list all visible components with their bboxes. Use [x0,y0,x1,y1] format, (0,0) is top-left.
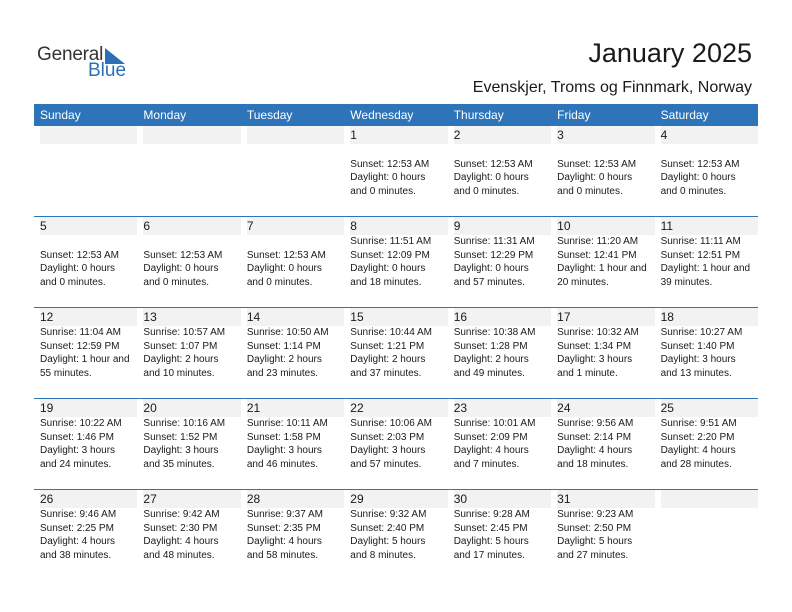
day-info-line: Daylight: 0 hours [40,263,116,274]
logo-general-text: General [37,44,104,65]
day-info [557,235,654,289]
day-info [454,508,551,562]
day-info-line: Daylight: 0 hours [453,172,529,183]
weekday-wednesday: Wednesday [350,108,414,122]
day-number: 18 [661,308,758,326]
day-info-line: and 27 minutes. [557,549,629,561]
day-number: 3 [557,126,654,144]
day-number: 26 [40,490,137,508]
day-info-line: and 17 minutes. [453,549,525,561]
day-info [350,326,447,380]
day-info [350,417,447,471]
day-info [454,417,551,471]
day-info-line: and 23 minutes. [246,367,319,379]
day-info-line: Sunset: 12:53 AM [246,249,326,261]
day-info-line: 20 minutes. [557,276,609,288]
day-info [454,326,551,380]
weekday-friday: Friday [557,108,591,122]
day-info-line: and 18 minutes. [557,458,629,470]
day-info-line: Sunrise: 10:50 AM [246,327,329,338]
day-cell-empty [241,126,344,214]
day-info-line: Sunset: 2:25 PM [40,522,114,534]
day-info-line: and 28 minutes. [660,458,732,470]
day-info [40,326,137,380]
day-info-line: Sunset: 2:50 PM [557,522,632,534]
day-cell [34,399,137,487]
day-cell [344,399,447,487]
day-info-line: Daylight: 4 hours [40,536,116,547]
day-info [557,326,654,380]
day-number [247,126,344,144]
day-info [247,326,344,380]
day-info-line: and 48 minutes. [143,549,215,561]
day-info-line: Sunset: 2:30 PM [143,522,218,534]
day-info-line: and 35 minutes. [143,458,215,470]
week-row [34,307,758,396]
day-info-line: Daylight: 4 hours [143,536,219,547]
day-info-line: Sunrise: 9:42 AM [143,509,220,520]
day-number: 19 [40,399,137,417]
day-info-line: Sunset: 2:45 PM [453,522,528,534]
day-cell [34,308,137,396]
weekday-tuesday: Tuesday [246,108,293,122]
day-info-line: Sunrise: 10:44 AM [350,327,432,338]
day-cell [551,126,654,214]
day-info-line: Sunrise: 10:22 AM [40,418,122,429]
day-info-line: Sunrise: 11:20 AM [557,236,639,247]
day-info [661,144,758,198]
day-info [557,417,654,471]
day-info-line: Sunset: 2:03 PM [350,431,425,443]
day-info-line: Daylight: 5 hours [557,536,633,547]
day-number: 7 [247,217,344,235]
day-info-line: Daylight: 0 hours [557,172,633,183]
week-row [34,489,758,578]
day-info [454,235,551,289]
day-info-line: Daylight: 2 hours [350,354,426,365]
day-info-line: Daylight: 1 hour and [40,354,130,365]
day-cell [137,308,240,396]
day-info-line: Sunrise: 10:38 AM [453,327,536,338]
day-info-line: Daylight: 3 hours [350,445,426,456]
day-info [40,235,137,289]
day-number: 30 [454,490,551,508]
day-cell [551,308,654,396]
day-info-line: Daylight: 2 hours [143,354,219,365]
day-info-line: and 0 minutes. [557,185,623,197]
day-number: 9 [454,217,551,235]
day-number: 24 [557,399,654,417]
day-info-line: Sunrise: 11:11 AM [660,236,741,247]
day-info-line: Sunset: 12:53 AM [660,158,740,170]
day-info-line: and 7 minutes. [453,458,520,470]
day-cell [551,399,654,487]
day-info-line: Daylight: 4 hours [453,445,529,456]
day-info-line: Sunrise: 9:28 AM [453,509,530,520]
day-number: 14 [247,308,344,326]
day-info-line [247,235,344,249]
day-info [143,235,240,289]
day-info-line: Sunset: 1:21 PM [350,340,425,352]
day-cell [448,490,551,578]
day-info [143,417,240,471]
day-cell [137,217,240,305]
week-row [34,216,758,305]
day-info [454,144,551,198]
day-number: 17 [557,308,654,326]
day-info-line: Sunset: 2:14 PM [557,431,632,443]
day-info [557,144,654,198]
day-info-line: and 8 minutes. [350,549,416,561]
day-info-line: Daylight: 0 hours [453,263,529,274]
weekday-header [34,104,758,126]
week-row [34,398,758,487]
day-info [40,508,137,562]
day-cell [551,217,654,305]
weekday-sunday: Sunday [40,108,81,122]
day-cell [241,217,344,305]
day-info-line [661,144,758,158]
day-info-line: Sunset: 2:20 PM [660,431,735,443]
day-info-line: Sunrise: 10:01 AM [453,418,536,429]
day-info-line: and 57 minutes. [350,458,422,470]
location-subtitle: Evenskjer, Troms og Finnmark, Norway [472,79,752,96]
day-info-line: Sunrise: 9:32 AM [350,509,427,520]
day-info-line [454,144,551,158]
day-info-line: Daylight: 0 hours [660,172,736,183]
day-info-line: and 13 minutes. [660,367,732,379]
day-cell [137,399,240,487]
day-cell [655,126,758,214]
day-info-line: Sunset: 12:53 AM [557,158,637,170]
day-info-line [143,235,240,249]
day-cell-empty [655,490,758,578]
day-info [247,508,344,562]
day-cell [655,308,758,396]
day-info-line: Sunrise: 9:51 AM [660,418,737,429]
day-info-line: Sunset: 1:52 PM [143,431,218,443]
day-info-line: and 1 minute. [557,367,618,379]
day-info-line: Daylight: 4 hours [557,445,633,456]
day-number: 2 [454,126,551,144]
day-info-line: Sunset: 1:14 PM [246,340,321,352]
day-number: 31 [557,490,654,508]
day-info-line: Sunset: 12:51 PM [660,249,741,261]
day-number: 8 [350,217,447,235]
day-info-line: Sunset: 12:53 AM [453,158,533,170]
week-row [34,126,758,214]
day-info-line: Daylight: 0 hours [143,263,219,274]
day-info [557,508,654,562]
day-number: 10 [557,217,654,235]
day-info-line: and 38 minutes. [40,549,112,561]
day-info-line: Sunrise: 10:06 AM [350,418,432,429]
day-info-line [40,235,137,249]
day-info-line: and 10 minutes. [143,367,215,379]
day-info-line: Sunset: 1:07 PM [143,340,218,352]
day-info-line: Daylight: 2 hours [453,354,529,365]
day-info-line: and 0 minutes. [350,185,416,197]
day-info-line: Sunrise: 9:23 AM [557,509,634,520]
day-cell-empty [34,126,137,214]
day-info-line: and 0 minutes. [40,276,106,288]
day-info-line: Sunset: 12:29 PM [453,249,534,261]
day-cell [344,490,447,578]
weekday-saturday: Saturday [660,108,709,122]
day-info-line: 55 minutes. [40,367,92,379]
day-cell [655,217,758,305]
day-number: 25 [661,399,758,417]
day-cell [34,490,137,578]
day-info-line: Sunset: 12:53 AM [40,249,119,261]
day-info-line: and 49 minutes. [453,367,525,379]
day-info-line: Daylight: 5 hours [350,536,426,547]
day-info-line: and 46 minutes. [246,458,319,470]
day-info-line: Sunset: 1:28 PM [453,340,528,352]
day-info-line [557,144,654,158]
day-info-line: Daylight: 3 hours [246,445,322,456]
day-number: 27 [143,490,240,508]
day-info-line: Daylight: 1 hour and [557,263,647,274]
day-cell [241,490,344,578]
day-info-line: Sunset: 12:41 PM [557,249,637,261]
day-info-line: Sunrise: 10:16 AM [143,418,226,429]
day-info-line: Sunset: 1:40 PM [660,340,735,352]
day-number: 5 [40,217,137,235]
day-info [661,326,758,380]
day-info-line: Sunrise: 11:51 AM [350,236,432,247]
day-cell [241,308,344,396]
weekday-monday: Monday [143,108,187,122]
day-cell [655,399,758,487]
day-info-line: Daylight: 3 hours [143,445,219,456]
day-info-line: Sunset: 1:46 PM [40,431,114,443]
day-number: 4 [661,126,758,144]
day-cell [551,490,654,578]
day-cell [34,217,137,305]
day-info-line: and 58 minutes. [246,549,319,561]
day-info-line: and 0 minutes. [453,185,520,197]
day-info [247,235,344,289]
day-info [350,235,447,289]
day-number: 28 [247,490,344,508]
day-info-line [350,144,447,158]
day-info-line: Daylight: 3 hours [660,354,736,365]
day-info-line: Daylight: 2 hours [246,354,322,365]
day-info-line: Sunrise: 10:32 AM [557,327,639,338]
day-info-line: Sunset: 12:53 AM [350,158,430,170]
day-info-line: Daylight: 0 hours [350,263,426,274]
day-info-line: Daylight: 1 hour and [660,263,751,274]
day-info-line: Sunrise: 11:04 AM [40,327,121,338]
day-info-line: Daylight: 4 hours [246,536,322,547]
day-number: 21 [247,399,344,417]
logo-blue-text: Blue [88,60,127,81]
day-info-line: Sunrise: 10:11 AM [246,418,328,429]
day-info [40,417,137,471]
day-info-line: Sunrise: 10:27 AM [660,327,743,338]
day-info-line: Sunset: 12:09 PM [350,249,430,261]
day-info-line: Sunrise: 11:31 AM [453,236,535,247]
day-info-line: 39 minutes. [660,276,713,288]
day-cell [344,126,447,214]
day-cell-empty [137,126,240,214]
day-cell [344,308,447,396]
day-info [350,508,447,562]
day-number: 22 [350,399,447,417]
calendar [34,104,758,578]
day-info-line: Sunset: 12:59 PM [40,340,120,352]
day-cell [137,490,240,578]
day-info-line: Sunset: 2:40 PM [350,522,425,534]
day-info-line: Daylight: 3 hours [40,445,116,456]
day-number [661,490,758,508]
day-info-line: Daylight: 4 hours [660,445,736,456]
day-info-line: and 0 minutes. [246,276,313,288]
page-title: January 2025 [588,38,752,68]
day-info-line: Sunrise: 9:56 AM [557,418,634,429]
day-info-line: and 37 minutes. [350,367,422,379]
day-info-line: Sunrise: 9:46 AM [40,509,117,520]
day-number: 6 [143,217,240,235]
day-info-line: Daylight: 5 hours [453,536,529,547]
day-info [143,326,240,380]
day-cell [448,217,551,305]
day-cell [344,217,447,305]
day-number: 16 [454,308,551,326]
day-info [247,417,344,471]
weekday-thursday: Thursday [453,108,504,122]
day-info-line: and 57 minutes. [453,276,525,288]
day-number: 20 [143,399,240,417]
day-info-line: and 24 minutes. [40,458,112,470]
day-number [40,126,137,144]
day-info-line: Sunset: 1:34 PM [557,340,632,352]
day-cell [448,126,551,214]
day-cell [448,308,551,396]
day-info [143,508,240,562]
day-info-line: Sunrise: 9:37 AM [246,509,323,520]
day-cell [241,399,344,487]
day-info-line: Daylight: 0 hours [246,263,322,274]
day-number: 1 [350,126,447,144]
day-info-line: and 0 minutes. [660,185,727,197]
day-number: 13 [143,308,240,326]
day-cell [448,399,551,487]
day-info-line: Sunset: 1:58 PM [246,431,321,443]
day-number [143,126,240,144]
day-number: 15 [350,308,447,326]
day-number: 11 [661,217,758,235]
day-info-line: Daylight: 3 hours [557,354,633,365]
day-info-line: Sunset: 2:09 PM [453,431,528,443]
day-info-line: Sunset: 12:53 AM [143,249,223,261]
day-info-line: Sunset: 2:35 PM [246,522,321,534]
day-number: 23 [454,399,551,417]
day-info [661,417,758,471]
day-info [661,235,758,289]
day-number: 29 [350,490,447,508]
day-number: 12 [40,308,137,326]
day-info-line: and 0 minutes. [143,276,210,288]
day-info-line: Daylight: 0 hours [350,172,426,183]
day-info [350,144,447,198]
day-info-line: Sunrise: 10:57 AM [143,327,226,338]
day-info-line: and 18 minutes. [350,276,422,288]
